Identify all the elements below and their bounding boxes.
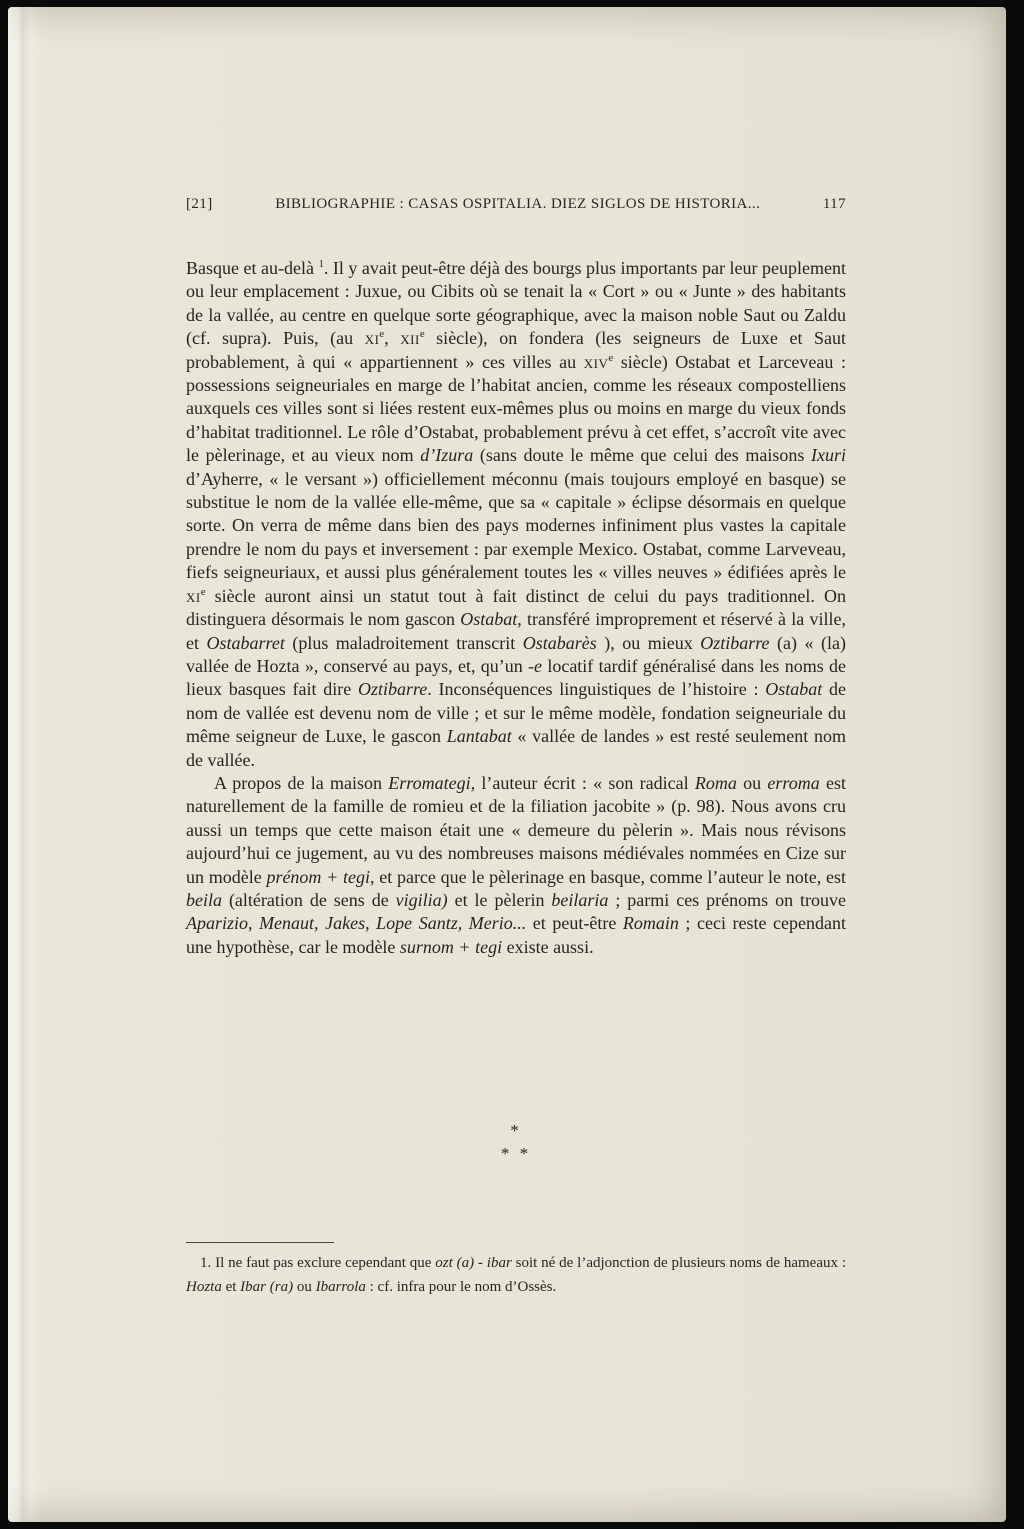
page-number: 117 [822,196,846,212]
separator-star-bottom: * * [500,1144,532,1163]
footnote-area [186,1242,846,1299]
footnote-rule [186,1242,334,1243]
paragraph: A propos de la maison Erromategi, l’auteur écrit : « son radical Roma ou erroma est naturellement de la famille de romieu et de la filiation jacobite » (p. 98). Nous avons cru aussi un temps que cette maison était une « demeure du pèlerin ». Mais nous révisons aujourd’hui ce jugement, au vu des nombreuses maisons médiévales nommées en Cize sur un modèle prénom + tegi, et parce que le pèlerinage en basque, comme l’auteur le note, est beila (altération de sens de vigilia) et le pèlerin beilaria ; parmi ces prénoms on trouve Aparizio, Menaut, Jakes, Lope Santz, Merio... et peut-être Romain ; ceci reste cependant une hypothèse, car le modèle surnom + tegi existe aussi. [186,772,847,957]
separator-star-top: * [510,1121,522,1140]
footnote-text: 1. Il ne faut pas exclure cependant que ozt (a) - ibar soit né de l’adjonction de plusieurs noms de hameaux : Hozta et Ibar (ra) ou Ibarrola : cf. infra pour le nom d’Ossès. [186,1255,846,1295]
paragraph: Basque et au-delà $^1$. Il y avait peut-être déjà des bourgs plus importants par leur peuplement ou leur emplacement : Juxue, ou Cibits où se tenait la « Cort » ou « Junte » des habitants de la vallée, au centre en quelque sorte géographique, avec la maison noble Saut ou Zaldu (cf. supra). Puis, (au $xi^e$, xii$^e$ siècle), on fondera (les seigneurs de Luxe et Saut probablement, à qui « appartiennent » ces villes au xiv$^e$ siècle) Ostabat et Larceveau : possessions seigneuriales en marge de l’habitat ancien, comme les réseaux compostelliens auxquels ces villes sont si liées restent eux-mêmes plus ou moins en marge du vieux fonds d’habitat traditionnel. Le rôle d’Ostabat, probablement prévu à cet effet, s’accroît vite avec le pèlerinage, et au vieux nom d’Izura (sans doute le même que celui des maisons Ixuri d’Ayherre, « le versant ») officiellement méconnu (mais toujours employé en basque) se substitue le nom de la vallée elle-même, que sa « capitale » éclipse désormais en quelque sorte. On verra de même dans bien des pays modernes infiniment plus vastes la capitale prendre le nom du pays et inversement : par exemple Mexico. Ostabat, comme Larveveau, fiefs seigneuriaux, et aussi plus généralement toutes les « villes neuves » édifiées après le $xi^e$ siècle auront ainsi un statut tout à fait distinct de celui du pays traditionnel. On distinguera désormais le nom gascon Ostabat, transféré improprement et réservé à la ville, et Ostabarret (plus maladroitement transcrit Ostabarès ), ou mieux Oztibarre (a) « (la) vallée de Hozta », conservé au pays, et, qu’un -e locatif tardif généralisé dans les noms de lieux basques fait dire Oztibarre. Inconséquences linguistiques de l’histoire : Ostabat de nom de vallée est devenu nom de ville ; et sur le même modèle, fondation seigneuriale du même seigneur de Luxe, le gascon Lantabat « vallée de landes » est resté seulement nom de vallée. [186,258,847,770]
running-title: BIBLIOGRAPHIE : CASAS OSPITALIA. DIEZ SIGLOS DE HISTORIA... [275,196,761,212]
body-text [186,257,846,959]
book-page-scan [8,7,1006,1522]
page-left-edge [8,7,38,1522]
article-ref: [21] [186,196,213,212]
running-header [186,196,846,213]
section-separator [186,1119,846,1165]
